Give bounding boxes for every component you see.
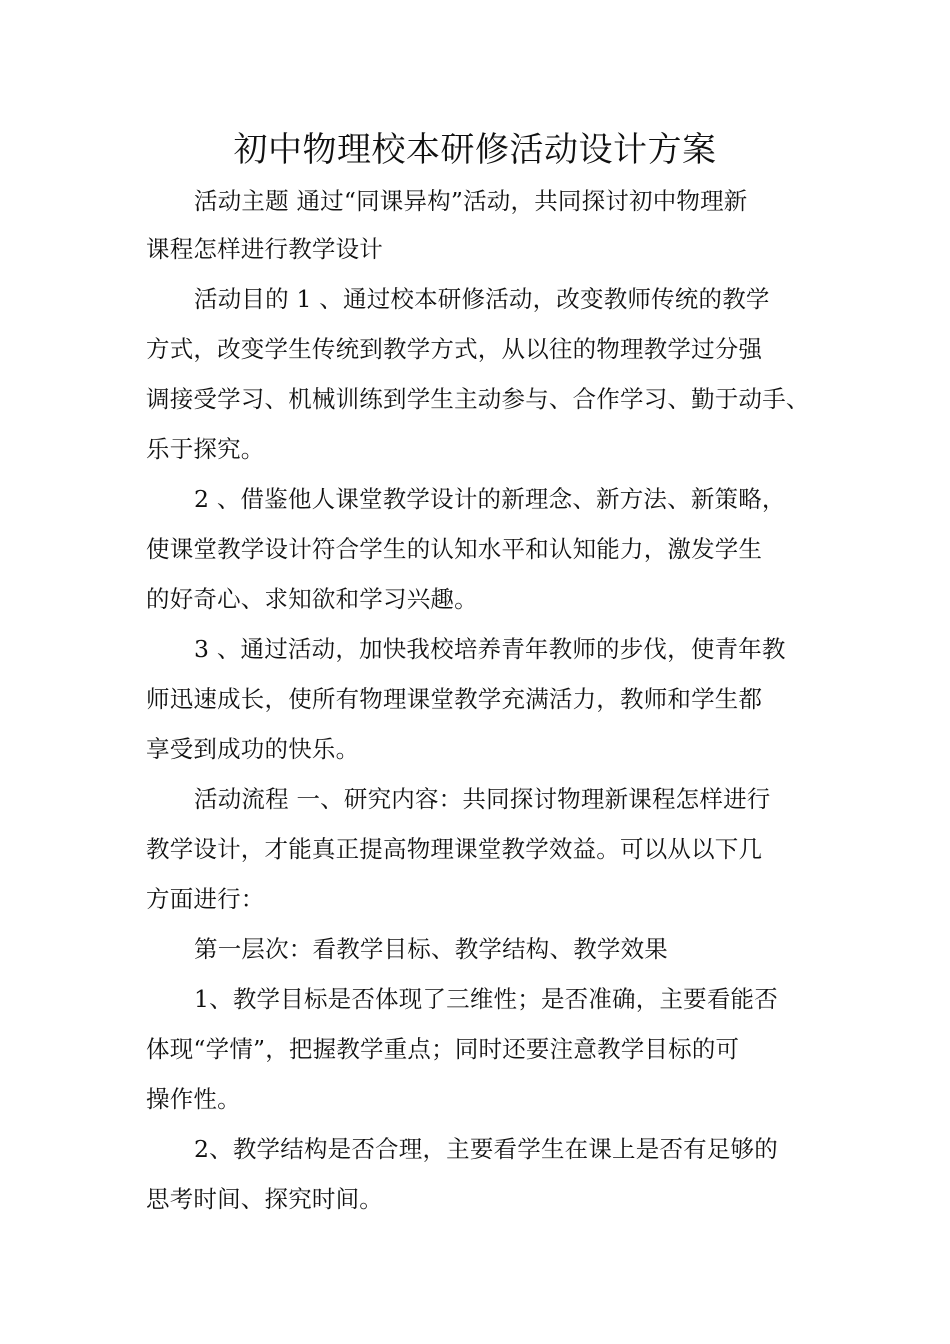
text-line: 活动流程 一、研究内容：共同探讨物理新课程怎样进行 <box>194 785 771 813</box>
text-line: 思考时间、探究时间。 <box>146 1185 383 1213</box>
text-line: 第一层次：看教学目标、教学结构、教学效果 <box>194 935 668 963</box>
text-line: 调接受学习、机械训练到学生主动参与、合作学习、勤于动手、 <box>146 385 810 413</box>
text-line: 体现“学情”，把握教学重点；同时还要注意教学目标的可 <box>146 1035 740 1063</box>
text-line: 乐于探究。 <box>146 435 265 463</box>
text-line: 师迅速成长，使所有物理课堂教学充满活力，教师和学生都 <box>146 685 763 713</box>
text-line: 使课堂教学设计符合学生的认知水平和认知能力，激发学生 <box>146 535 763 563</box>
text-line: 的好奇心、求知欲和学习兴趣。 <box>146 585 478 613</box>
text-line: 3 、通过活动，加快我校培养青年教师的步伐，使青年教 <box>194 635 786 663</box>
text-line: 教学设计，才能真正提高物理课堂教学效益。可以从以下几 <box>146 835 763 863</box>
text-line: 活动主题 通过“同课异构”活动，共同探讨初中物理新 <box>194 187 748 215</box>
text-line: 方面进行： <box>146 885 265 913</box>
text-line: 方式，改变学生传统到教学方式，从以往的物理教学过分强 <box>146 335 763 363</box>
document-title: 初中物理校本研修活动设计方案 <box>233 130 717 170</box>
text-line: 2、教学结构是否合理，主要看学生在课上是否有足够的 <box>194 1135 778 1163</box>
text-line: 2 、借鉴他人课堂教学设计的新理念、新方法、新策略， <box>194 485 786 513</box>
text-line: 操作性。 <box>146 1085 241 1113</box>
text-line: 活动目的 1 、通过校本研修活动，改变教师传统的教学 <box>194 285 770 313</box>
text-line: 1、教学目标是否体现了三维性；是否准确，主要看能否 <box>194 985 778 1013</box>
text-line: 课程怎样进行教学设计 <box>146 235 383 263</box>
text-line: 享受到成功的快乐。 <box>146 735 360 763</box>
